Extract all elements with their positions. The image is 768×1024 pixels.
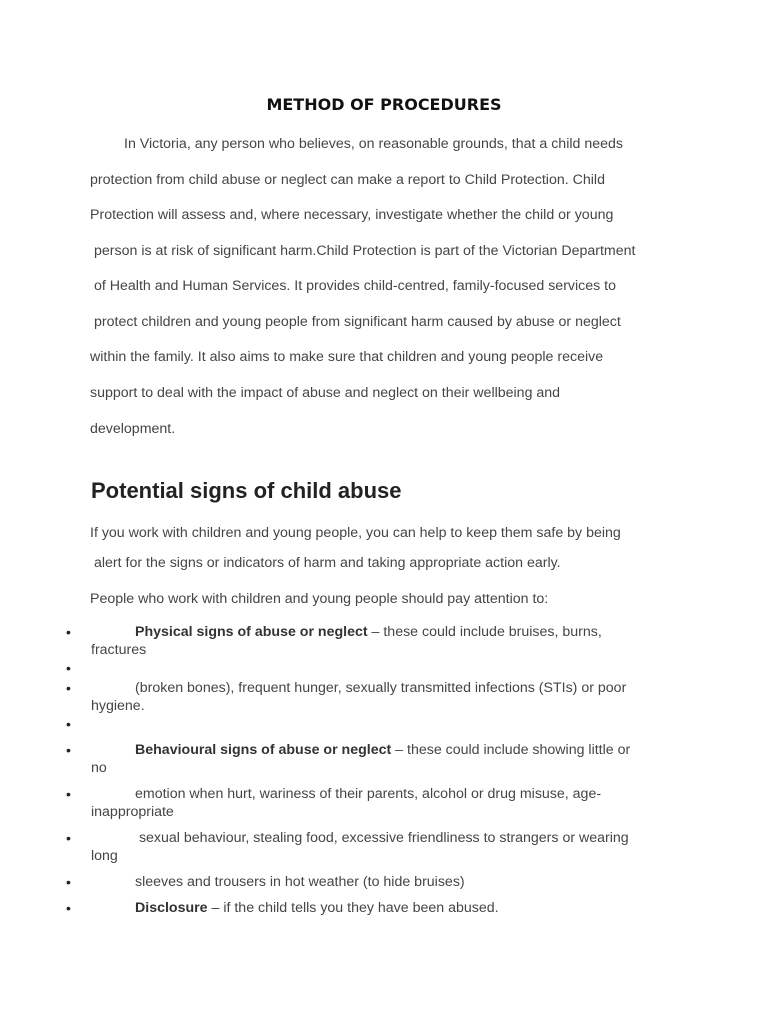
section-line-3: People who work with children and young people should pay attention to: <box>90 591 549 607</box>
page-title: METHOD OF PROCEDURES <box>266 95 502 114</box>
intro-line-6: protect children and young people from significant harm caused by abuse or neglect <box>94 314 621 330</box>
bullet-bold: Disclosure <box>135 900 208 916</box>
bullet-dot: • <box>66 660 71 676</box>
bullet-dot: • <box>66 830 71 846</box>
bullet-dot: • <box>66 716 71 732</box>
bullet-text: – if the child tells you they have been abused. <box>207 900 499 916</box>
bullet-bold: Behavioural signs of abuse or neglect <box>135 742 392 758</box>
intro-line-3: Protection will assess and, where necessary, investigate whether the child or young <box>90 207 614 223</box>
section-heading: Potential signs of child abuse <box>91 478 402 503</box>
bullet-bold: Physical signs of abuse or neglect <box>135 624 368 640</box>
bullet-wrap: inappropriate <box>91 804 174 820</box>
intro-line-1: In Victoria, any person who believes, on reasonable grounds, that a child needs <box>124 136 623 152</box>
bullet-dot: • <box>66 900 71 916</box>
section-line-1: If you work with children and young people, you can help to keep them safe by being <box>90 525 621 541</box>
bullet-text: sleeves and trousers in hot weather (to hide bruises) <box>135 874 465 890</box>
intro-line-7: within the family. It also aims to make sure that children and young people receive <box>90 349 604 365</box>
intro-line-5: of Health and Human Services. It provides child-centred, family-focused services to <box>94 278 617 294</box>
intro-line-2: protection from child abuse or neglect can make a report to Child Protection. Child <box>90 172 605 188</box>
bullet-text: – these could include bruises, burns, <box>367 624 602 640</box>
bullet-text: (broken bones), frequent hunger, sexually transmitted infections (STIs) or poor <box>135 680 627 696</box>
bullet-text: sexual behaviour, stealing food, excessive friendliness to strangers or wearing <box>135 830 629 846</box>
bullet-dot: • <box>66 874 71 890</box>
bullet-wrap: fractures <box>91 642 147 658</box>
bullet-text: – these could include showing little or <box>391 742 631 758</box>
bullet-wrap: long <box>91 848 118 864</box>
intro-line-9: development. <box>90 421 176 437</box>
bullet-wrap: hygiene. <box>91 698 145 714</box>
section-line-2: alert for the signs or indicators of harm and taking appropriate action early. <box>94 555 561 571</box>
intro-line-8: support to deal with the impact of abuse and neglect on their wellbeing and <box>90 385 561 401</box>
intro-line-4: person is at risk of significant harm.Child Protection is part of the Victorian Department <box>94 243 636 259</box>
bullet-dot: • <box>66 624 71 640</box>
bullet-dot: • <box>66 680 71 696</box>
bullet-dot: • <box>66 786 71 802</box>
bullet-wrap: no <box>91 760 107 776</box>
bullet-dot: • <box>66 742 71 758</box>
bullet-text: emotion when hurt, wariness of their parents, alcohol or drug misuse, age- <box>135 786 602 802</box>
